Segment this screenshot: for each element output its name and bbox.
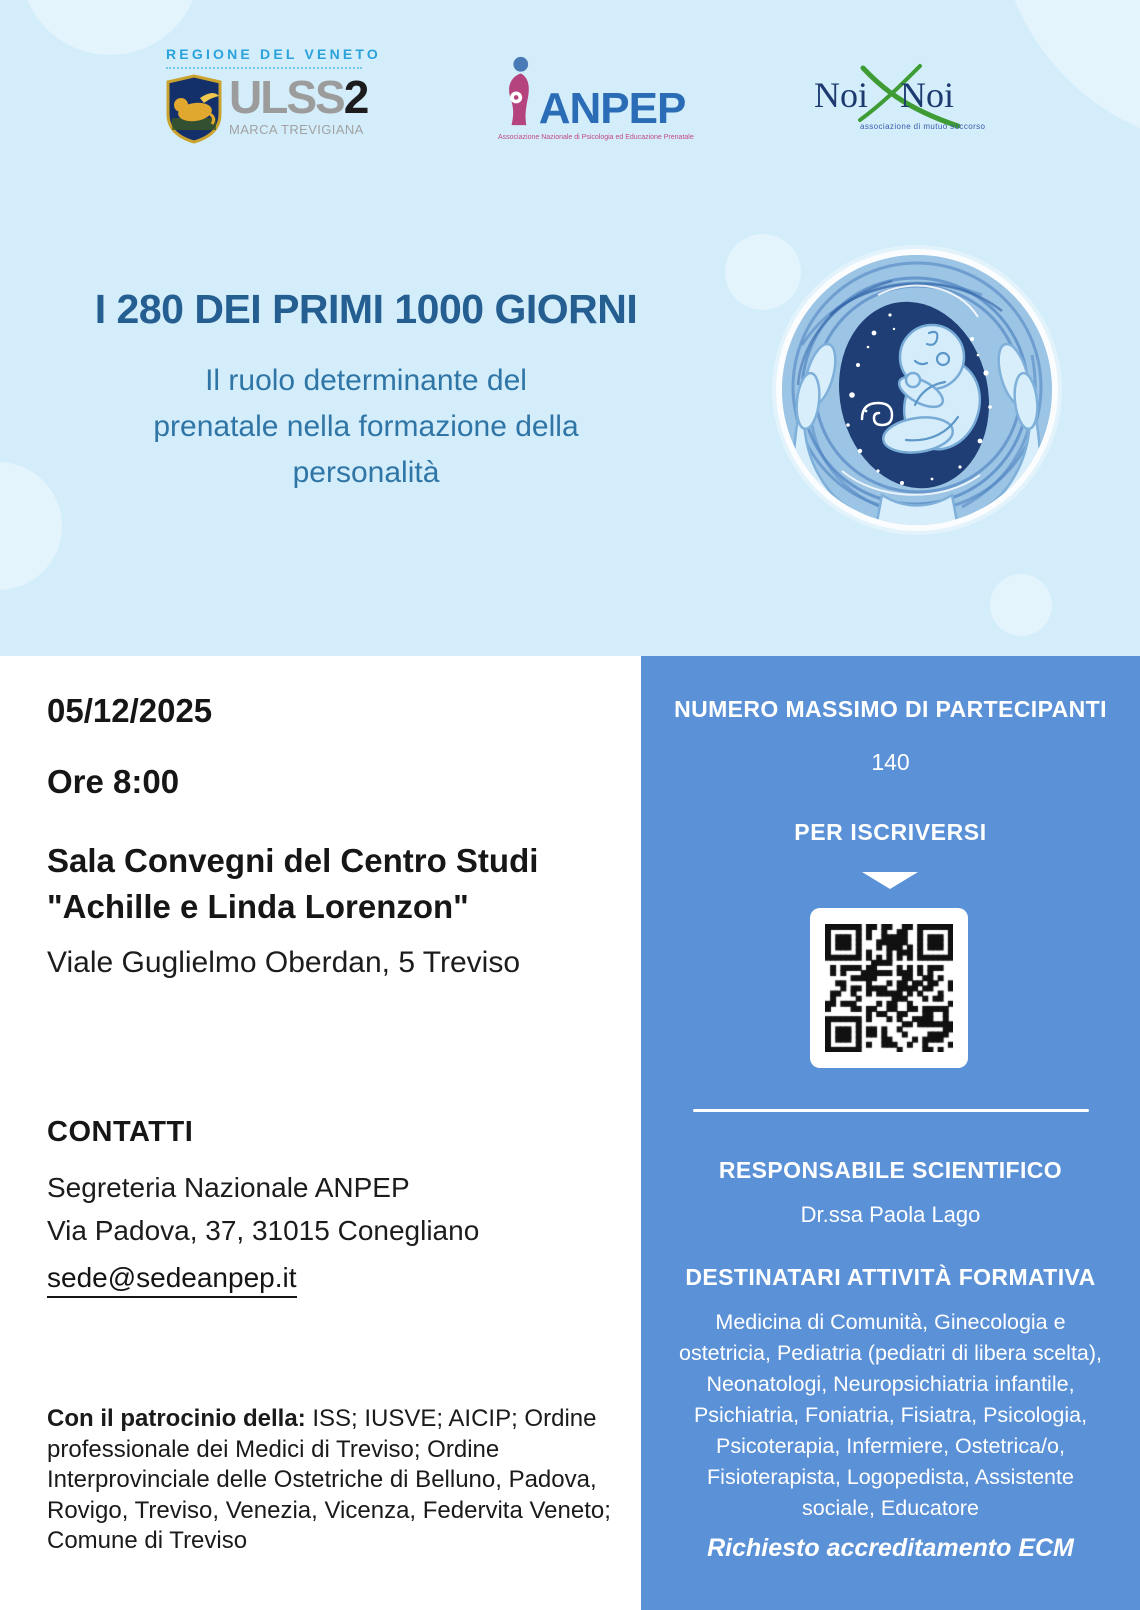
event-time: Ore 8:00: [47, 763, 180, 800]
ulss-wordmark: ULSS2: [229, 71, 368, 123]
page-subtitle: Il ruolo determinante del prenatale nella formazione della personalità: [153, 364, 579, 489]
max-participants-label: NUMERO MASSIMO DI PARTECIPANTI: [674, 696, 1107, 722]
noixnoi-tagline: associazione di mutuo soccorso: [860, 122, 986, 131]
decorative-circle: [997, 0, 1140, 148]
patronage-text: Con il patrocinio della: ISS; IUSVE; AICIP; Ordine professionale dei Medici di Treviso; Ordine Interprovinciale delle Ostetriche di Belluno, Padova, Rovigo, Treviso, Venezia, Vicenza, Federvita Veneto; Comune di Treviso: [47, 1405, 611, 1554]
decorative-circle: [725, 234, 801, 310]
responsible-label: RESPONSABILE SCIENTIFICO: [718, 1157, 1063, 1183]
contacts-lines: Segreteria Nazionale ANPEP Via Padova, 37, 31015 Conegliano: [47, 1172, 480, 1246]
anpep-wordmark: ANPEP: [538, 84, 686, 133]
event-address: Viale Guglielmo Oberdan, 5 Treviso: [47, 946, 521, 979]
audience-text: Medicina di Comunità, Ginecologia e ostetricia, Pediatria (pediatri di libera scelta), Neonatologi, Neuropsichiatria infantile, Psichiatria, Foniatria, Fisiatra, Psicologia, Psicoterapia, Infermiere, Ostetrica/o, Fisioterapista, Logopedista, Assistente sociale, Educatore: [678, 1310, 1103, 1520]
down-arrow-icon: [862, 872, 918, 889]
event-date: 05/12/2025: [47, 692, 213, 729]
ulss-shield-icon: [166, 74, 222, 149]
ulss-subtitle: MARCA TREVIGIANA: [229, 122, 364, 137]
contacts-heading: CONTATTI: [47, 1116, 194, 1148]
contact-email-link[interactable]: sede@sedeanpep.it: [47, 1262, 297, 1298]
audience-label: DESTINATARI ATTIVITÀ FORMATIVA: [685, 1264, 1096, 1290]
noixnoi-word-right: Noi: [900, 75, 954, 115]
ulss-region-label: REGIONE DEL VENETO: [166, 46, 362, 69]
anpep-tagline: Associazione Nazionale di Psicologia ed Educazione Prenatale: [498, 134, 694, 141]
noixnoi-logo: [808, 60, 988, 140]
anpep-logo: [498, 56, 694, 141]
ulss2-logo: [166, 46, 382, 149]
ecm-note: Richiesto accreditamento ECM: [707, 1534, 1074, 1562]
fetus-illustration: [776, 249, 1058, 531]
divider-line: [693, 1109, 1089, 1112]
decorative-circle: [990, 574, 1052, 636]
max-participants-value: 140: [871, 749, 910, 775]
noixnoi-word-left: Noi: [814, 75, 868, 115]
qr-code: [810, 908, 968, 1068]
event-venue: Sala Convegni del Centro Studi "Achille e Linda Lorenzon": [47, 842, 539, 925]
info-panel: [641, 656, 1140, 1610]
responsible-name: Dr.ssa Paola Lago: [800, 1202, 981, 1227]
page-title: I 280 DEI PRIMI 1000 GIORNI: [94, 286, 638, 332]
anpep-figure-icon: [501, 56, 535, 131]
register-label: PER ISCRIVERSI: [794, 819, 987, 845]
header-banner: [0, 0, 1140, 656]
